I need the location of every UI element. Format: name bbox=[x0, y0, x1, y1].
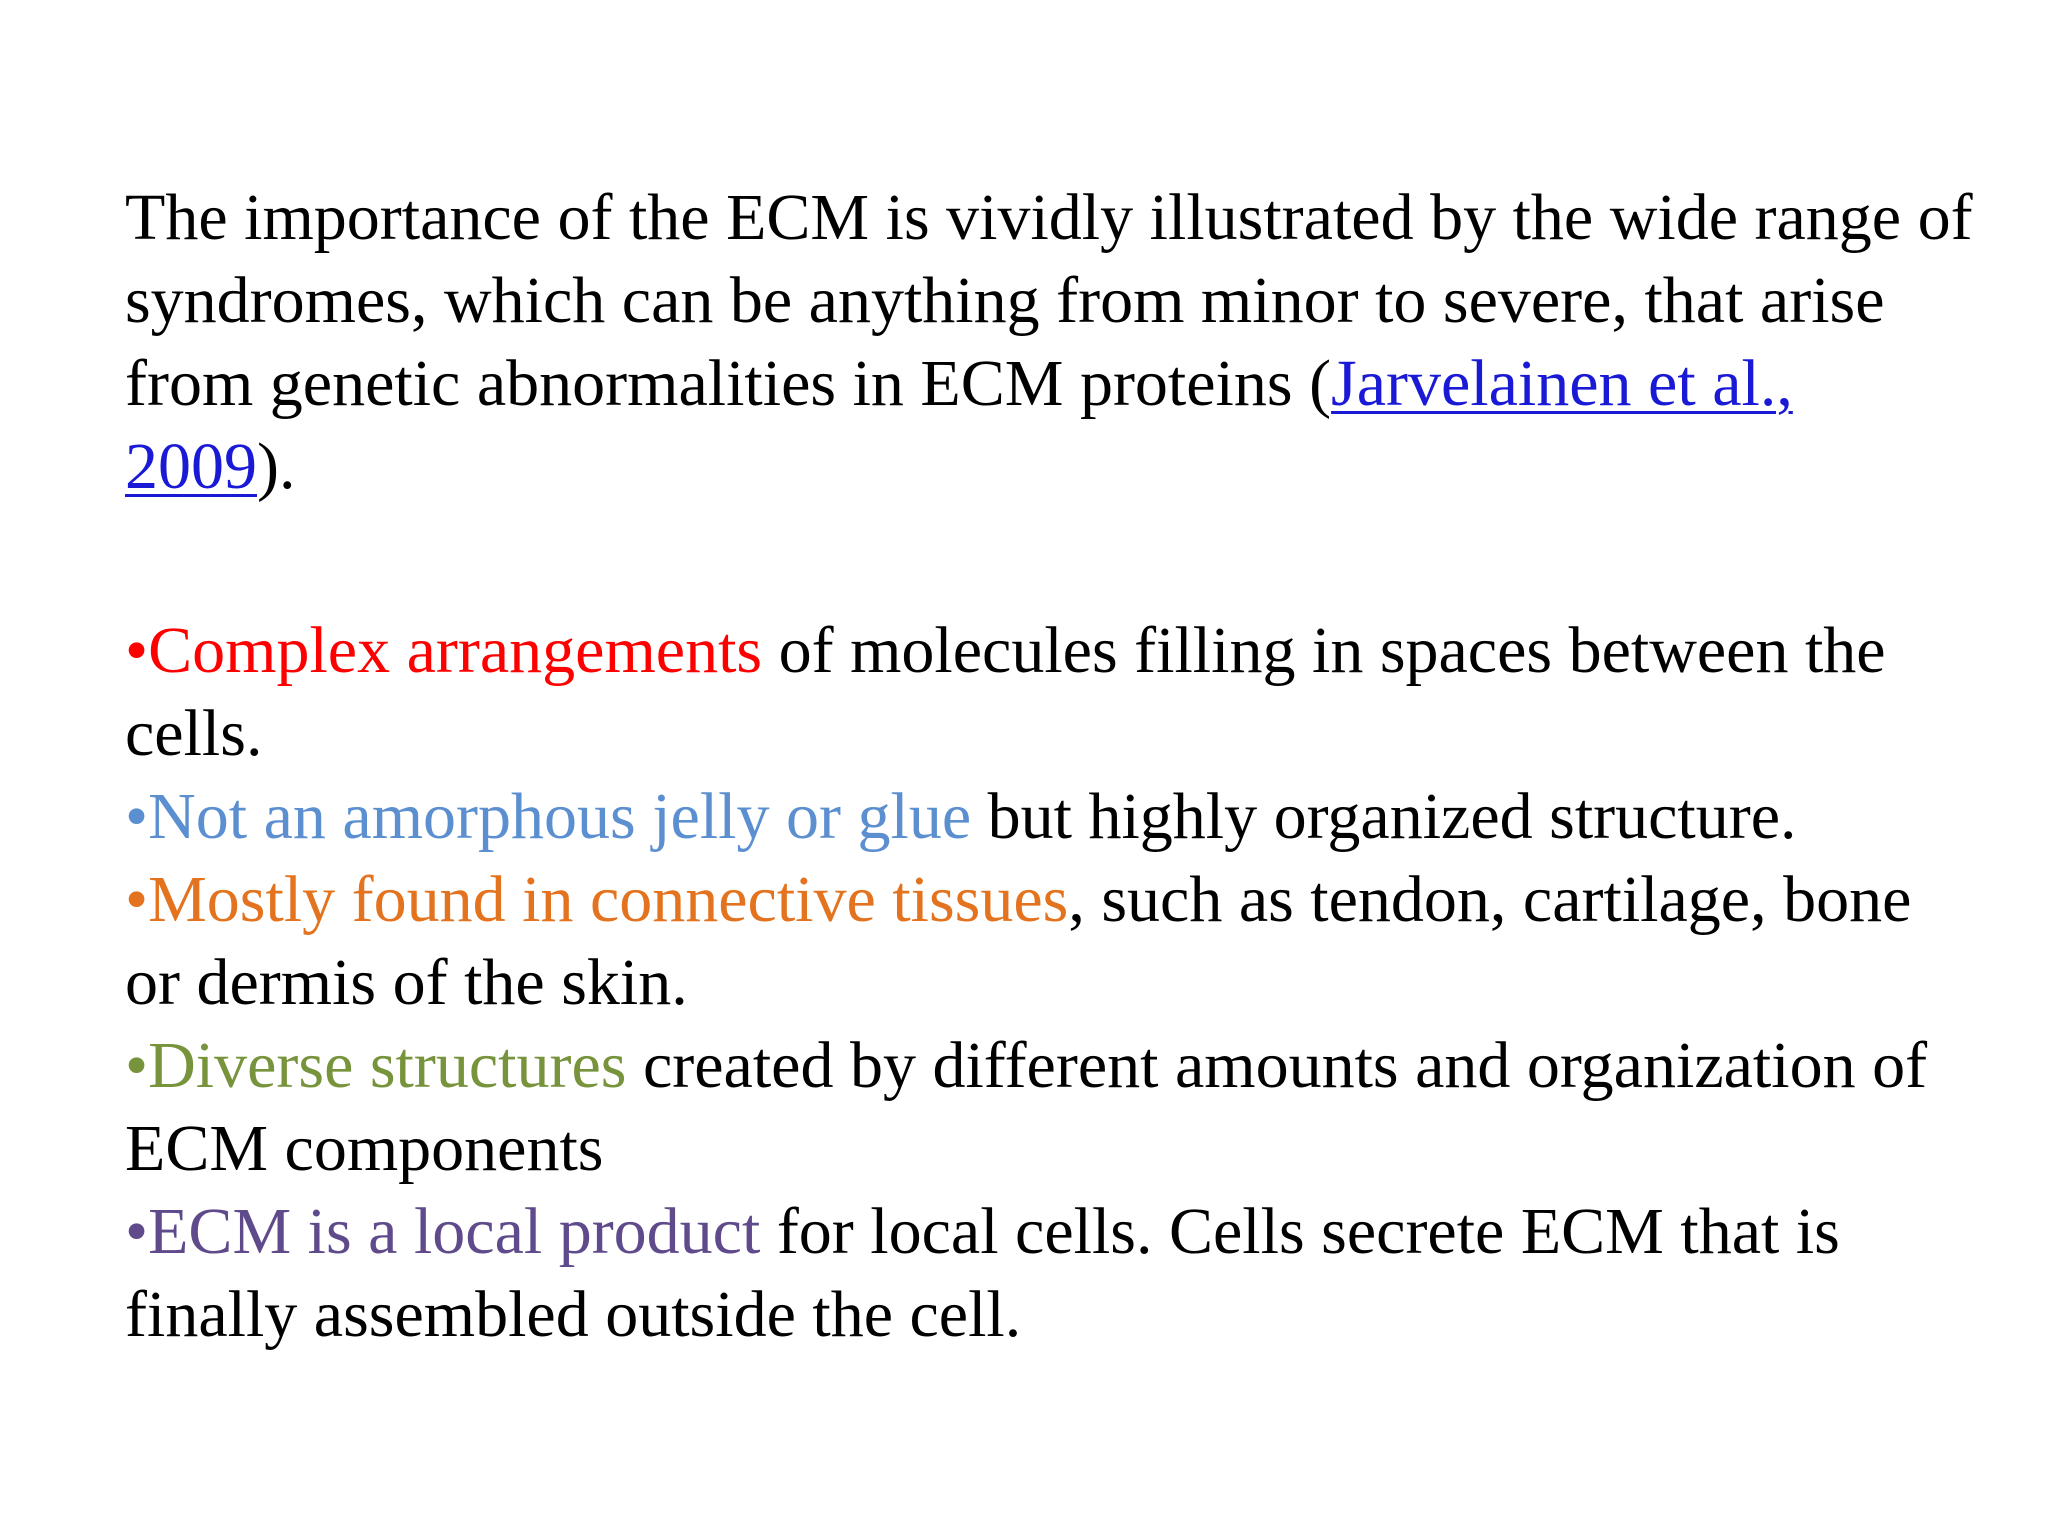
bullet-item bbox=[125, 1024, 1975, 1190]
bullet-highlight-text: Not an amorphous jelly or glue bbox=[148, 780, 972, 853]
bullet-highlight-text: ECM is a local product bbox=[148, 1195, 761, 1268]
intro-text: The importance of the ECM is vividly illustrated by the wide range of syndromes, which can be anything from minor to severe, that arise from genetic abnormalities in ECM proteins ( bbox=[125, 181, 1973, 420]
citation-link[interactable]: Jarvelainen et al., 2009 bbox=[125, 347, 1793, 503]
intro-paragraph bbox=[125, 176, 1975, 508]
bullet-highlight: • bbox=[125, 1029, 149, 1102]
intro-text-end: ). bbox=[257, 430, 296, 503]
bullet-text: , such as tendon, cartilage, bone or dermis of the skin. bbox=[125, 863, 1912, 1019]
bullet-highlight: • bbox=[125, 614, 149, 687]
bullet-list bbox=[125, 609, 1975, 1356]
bullet-text: created by different amounts and organization of ECM components bbox=[125, 1029, 1928, 1185]
slide-content bbox=[125, 176, 1975, 1356]
bullet-item bbox=[125, 858, 1975, 1024]
bullet-text: but highly organized structure. bbox=[971, 780, 1797, 853]
bullet-highlight: • bbox=[125, 1195, 149, 1268]
bullet-highlight: • bbox=[125, 780, 149, 853]
bullet-item bbox=[125, 775, 1975, 858]
bullet-highlight-text: Diverse structures bbox=[148, 1029, 627, 1102]
bullet-highlight: • bbox=[125, 863, 149, 936]
bullet-text: for local cells. Cells secrete ECM that is finally assembled outside the cell. bbox=[125, 1195, 1840, 1351]
bullet-item bbox=[125, 1190, 1975, 1356]
bullet-highlight-text: Mostly found in connective tissues bbox=[148, 863, 1069, 936]
bullet-highlight-text: Complex arrangements bbox=[148, 614, 763, 687]
bullet-text: of molecules filling in spaces between the cells. bbox=[125, 614, 1886, 770]
bullet-item bbox=[125, 609, 1975, 775]
